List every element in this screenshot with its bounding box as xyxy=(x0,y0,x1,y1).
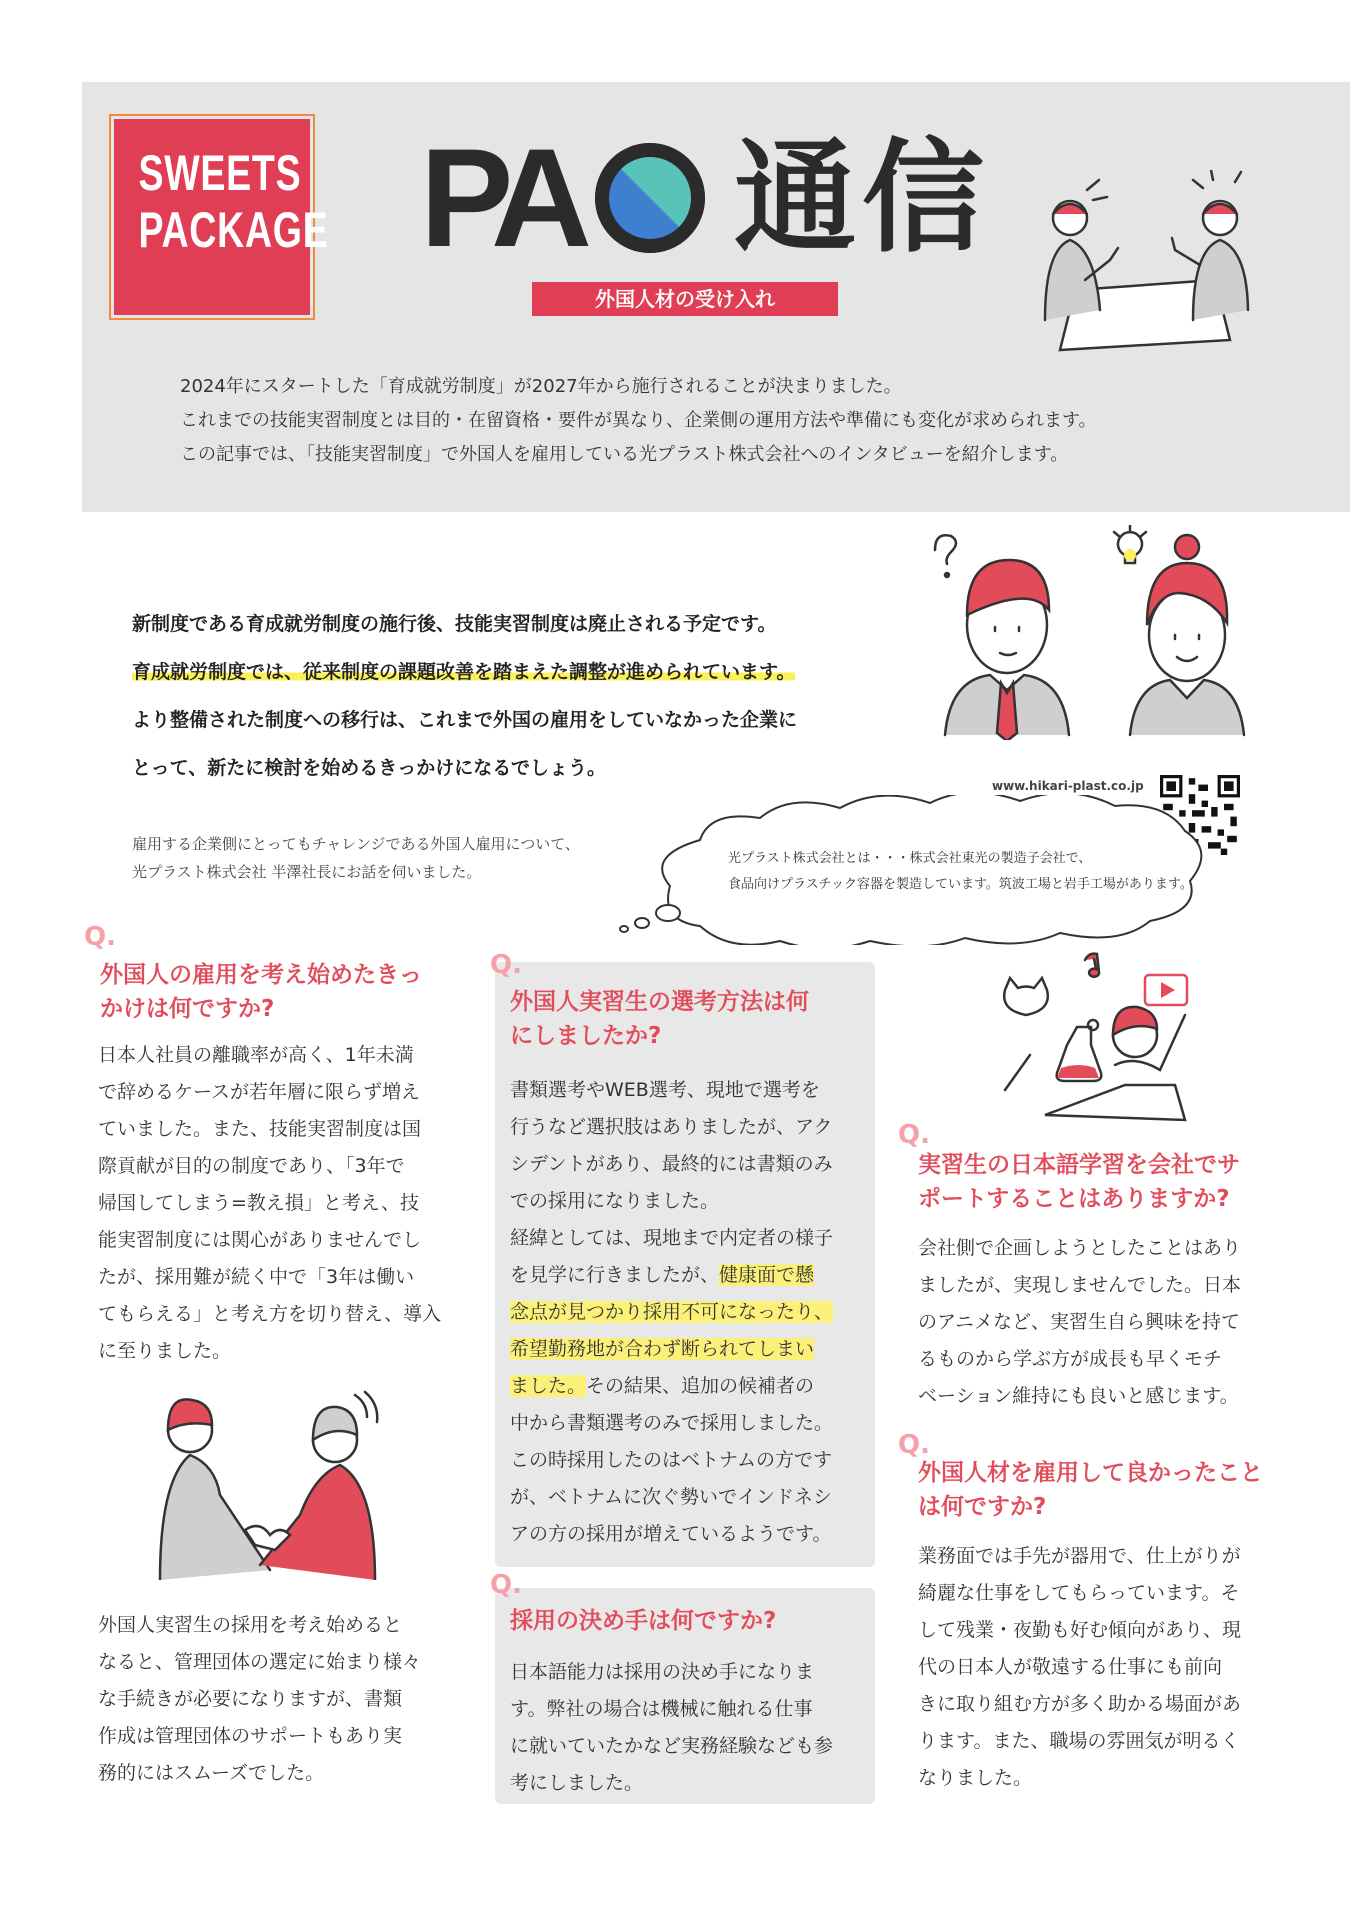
q2-title-line: にしましたか? xyxy=(510,1023,662,1049)
q2-answer-line: 書類選考やWEB選考、現地で選考を xyxy=(510,1079,820,1101)
q5-title xyxy=(918,1456,1298,1524)
q2-title-line: 外国人実習生の選考方法は何 xyxy=(510,989,809,1015)
q4-answer xyxy=(918,1230,1298,1415)
q2-answer-line xyxy=(510,1294,870,1331)
q5-answer xyxy=(918,1538,1298,1797)
q4-answer-line: 会社側で企画しようとしたことはあり xyxy=(918,1237,1242,1259)
q1-answer xyxy=(98,1037,463,1370)
lead-line-highlighted: 育成就労制度では、従来制度の課題改善を踏まえた調整が進められています。 xyxy=(132,661,796,683)
q2-answer-line: この時採用したのはベトナムの方です xyxy=(510,1449,833,1471)
handshake-illustration xyxy=(150,1390,380,1580)
q5-answer-line: 業務面では手先が器用で、仕上がりが xyxy=(918,1545,1241,1567)
q2-highlight: 念点が見つかり採用不可になったり、 xyxy=(510,1301,834,1323)
people-thinking-illustration xyxy=(925,525,1265,740)
q2-answer-line: シデントがあり、最終的には書類のみ xyxy=(510,1153,833,1175)
q2-answer-line: での採用になりました。 xyxy=(510,1190,720,1212)
q2-answer-text: を見学に行きましたが、 xyxy=(510,1264,720,1286)
q3-title: 採用の決め手は何ですか? xyxy=(510,1608,777,1634)
q1-answer-line: 日本人社員の離職率が高く、1年未満 xyxy=(98,1044,414,1066)
q-mark: Q. xyxy=(490,1570,522,1600)
q1-answer-line: たが、採用難が続く中で「3年は働い xyxy=(98,1266,415,1288)
logo-line-2: PACKAGE xyxy=(138,201,329,258)
q2-answer-line: 行うなど選択肢はありましたが、アク xyxy=(510,1116,833,1138)
q1-answer-line: ていました。また、技能実習制度は国 xyxy=(98,1118,422,1140)
brand-o-circle-icon xyxy=(590,138,710,258)
q2-highlight: 健康面で懸 xyxy=(719,1264,815,1286)
q2-answer-line: が、ベトナムに次ぐ勢いでインドネシ xyxy=(510,1486,832,1508)
q1-answer-line: 帰国してしまう=教え損」と考え、技 xyxy=(98,1192,420,1214)
q2-answer xyxy=(510,1072,870,1553)
q1-title-line: かけは何ですか? xyxy=(100,996,275,1022)
q2-answer-line: アの方の採用が増えているようです。 xyxy=(510,1523,832,1545)
q2-highlight: ました。 xyxy=(510,1375,587,1397)
company-url[interactable]: www.hikari-plast.co.jp xyxy=(992,779,1144,793)
q-mark: Q. xyxy=(898,1430,930,1460)
q-mark: Q. xyxy=(84,922,116,952)
q5-title-line: 外国人材を雇用して良かったこと xyxy=(918,1460,1263,1486)
lead-line: より整備された制度への移行は、これまで外国の雇用をしていなかった企業に xyxy=(132,709,798,731)
company-description-line: 光プラスト株式会社とは・・・株式会社東光の製造子会社で、 xyxy=(728,851,1092,866)
q5-title-line: は何ですか? xyxy=(918,1494,1047,1520)
q4-answer-line: ベーション維持にも良いと感じます。 xyxy=(918,1385,1239,1407)
q1-title-line: 外国人の雇用を考え始めたきっ xyxy=(100,962,422,988)
q2-answer-line xyxy=(510,1368,870,1405)
q5-answer-line: なりました。 xyxy=(918,1767,1033,1789)
brand-latin: PA xyxy=(420,119,581,276)
intro-text xyxy=(180,370,1180,472)
q3-answer-line: す。弊社の場合は機械に触れる仕事 xyxy=(510,1698,813,1720)
q1-answer-line: に至りました。 xyxy=(98,1340,232,1362)
q4-answer-line: ましたが、実現しませんでした。日本 xyxy=(918,1274,1242,1296)
company-description-line: 食品向けプラスチック容器を製造しています。筑波工場と岩手工場があります。 xyxy=(728,877,1193,892)
q4-answer-line: るものから学ぶ方が成長も早くモチ xyxy=(918,1348,1223,1370)
q1-answer-2-line: な手続きが必要になりますが、書類 xyxy=(98,1688,403,1710)
q1-title xyxy=(100,958,460,1026)
q4-title-line: 実習生の日本語学習を会社でサ xyxy=(918,1152,1240,1178)
subtitle-tag: 外国人材の受け入れ xyxy=(532,282,838,316)
q2-answer-line: 経緯としては、現地まで内定者の様子 xyxy=(510,1227,834,1249)
q5-answer-line: きに取り組む方が多く助かる場面があ xyxy=(918,1693,1242,1715)
lead-line: 新制度である育成就労制度の施行後、技能実習制度は廃止される予定です。 xyxy=(132,613,777,635)
q1-answer-line: で辞めるケースが若年層に限らず増え xyxy=(98,1081,421,1103)
intro-line: これまでの技能実習制度とは目的・在留資格・要件が異なり、企業側の運用方法や準備にも変化が求められます。 xyxy=(180,410,1097,431)
q4-answer-line: のアニメなど、実習生自ら興味を持て xyxy=(918,1311,1241,1333)
q1-answer-2 xyxy=(98,1607,463,1792)
q1-answer-2-line: なると、管理団体の選定に始まり様々 xyxy=(98,1651,422,1673)
q4-title-line: ポートすることはありますか? xyxy=(918,1186,1230,1212)
intro-line: 2024年にスタートした「育成就労制度」が2027年から施行されることが決まりました。 xyxy=(180,376,902,397)
q5-answer-line: 代の日本人が敬遠する仕事にも前向 xyxy=(918,1656,1223,1678)
q1-answer-2-line: 務的にはスムーズでした。 xyxy=(98,1762,325,1784)
q1-answer-line: てもらえる」と考え方を切り替え、導入 xyxy=(98,1303,442,1325)
logo-line-1: SWEETS xyxy=(138,145,302,201)
q2-answer-line xyxy=(510,1257,870,1294)
lead-note-line: 雇用する企業側にとってもチャレンジである外国人雇用について、 xyxy=(132,835,580,853)
q3-answer xyxy=(510,1654,870,1802)
q2-title xyxy=(510,985,870,1053)
q1-answer-2-line: 外国人実習生の採用を考え始めると xyxy=(98,1614,403,1636)
q5-answer-line: して残業・夜勤も好む傾向があり、現 xyxy=(918,1619,1242,1641)
intro-line: この記事では、「技能実習制度」で外国人を雇用している光プラスト株式会社へのインタビューを紹介します。 xyxy=(180,444,1069,465)
q1-answer-line: 能実習制度には関心がありませんでし xyxy=(98,1229,422,1251)
company-description xyxy=(728,846,1268,898)
brand-jp: 通信 xyxy=(734,130,991,266)
q3-answer-line: 日本語能力は採用の決め手になりま xyxy=(510,1661,815,1683)
q2-highlight: 希望勤務地が合わず断られてしまい xyxy=(510,1338,815,1360)
sweets-package-logo xyxy=(114,119,329,315)
q1-answer-line: 際貢献が目的の制度であり、「3年で xyxy=(98,1155,405,1177)
q2-answer-line: 中から書類選考のみで採用しました。 xyxy=(510,1412,834,1434)
lead-paragraph xyxy=(132,600,902,792)
q2-answer-line xyxy=(510,1331,870,1368)
q-mark: Q. xyxy=(490,950,522,980)
q1-answer-2-line: 作成は管理団体のサポートもあり実 xyxy=(98,1725,403,1747)
pao-brand-title xyxy=(420,119,991,276)
q5-answer-line: 綺麗な仕事をしてもらっています。そ xyxy=(918,1582,1240,1604)
lead-line: とって、新たに検討を始めるきっかけになるでしょう。 xyxy=(132,757,607,779)
q2-answer-text: その結果、追加の候補者の xyxy=(586,1375,815,1397)
q-mark: Q. xyxy=(898,1120,930,1150)
q5-answer-line: ります。また、職場の雰囲気が明るく xyxy=(918,1730,1240,1752)
meeting-illustration xyxy=(1015,170,1275,360)
student-study-illustration xyxy=(985,950,1195,1140)
q4-title xyxy=(918,1148,1298,1216)
lead-note-line: 光プラスト株式会社 半澤社長にお話を伺いました。 xyxy=(132,863,482,881)
q3-answer-line: に就いていたかなど実務経験なども参 xyxy=(510,1735,834,1757)
q3-answer-line: 考にしました。 xyxy=(510,1772,644,1794)
